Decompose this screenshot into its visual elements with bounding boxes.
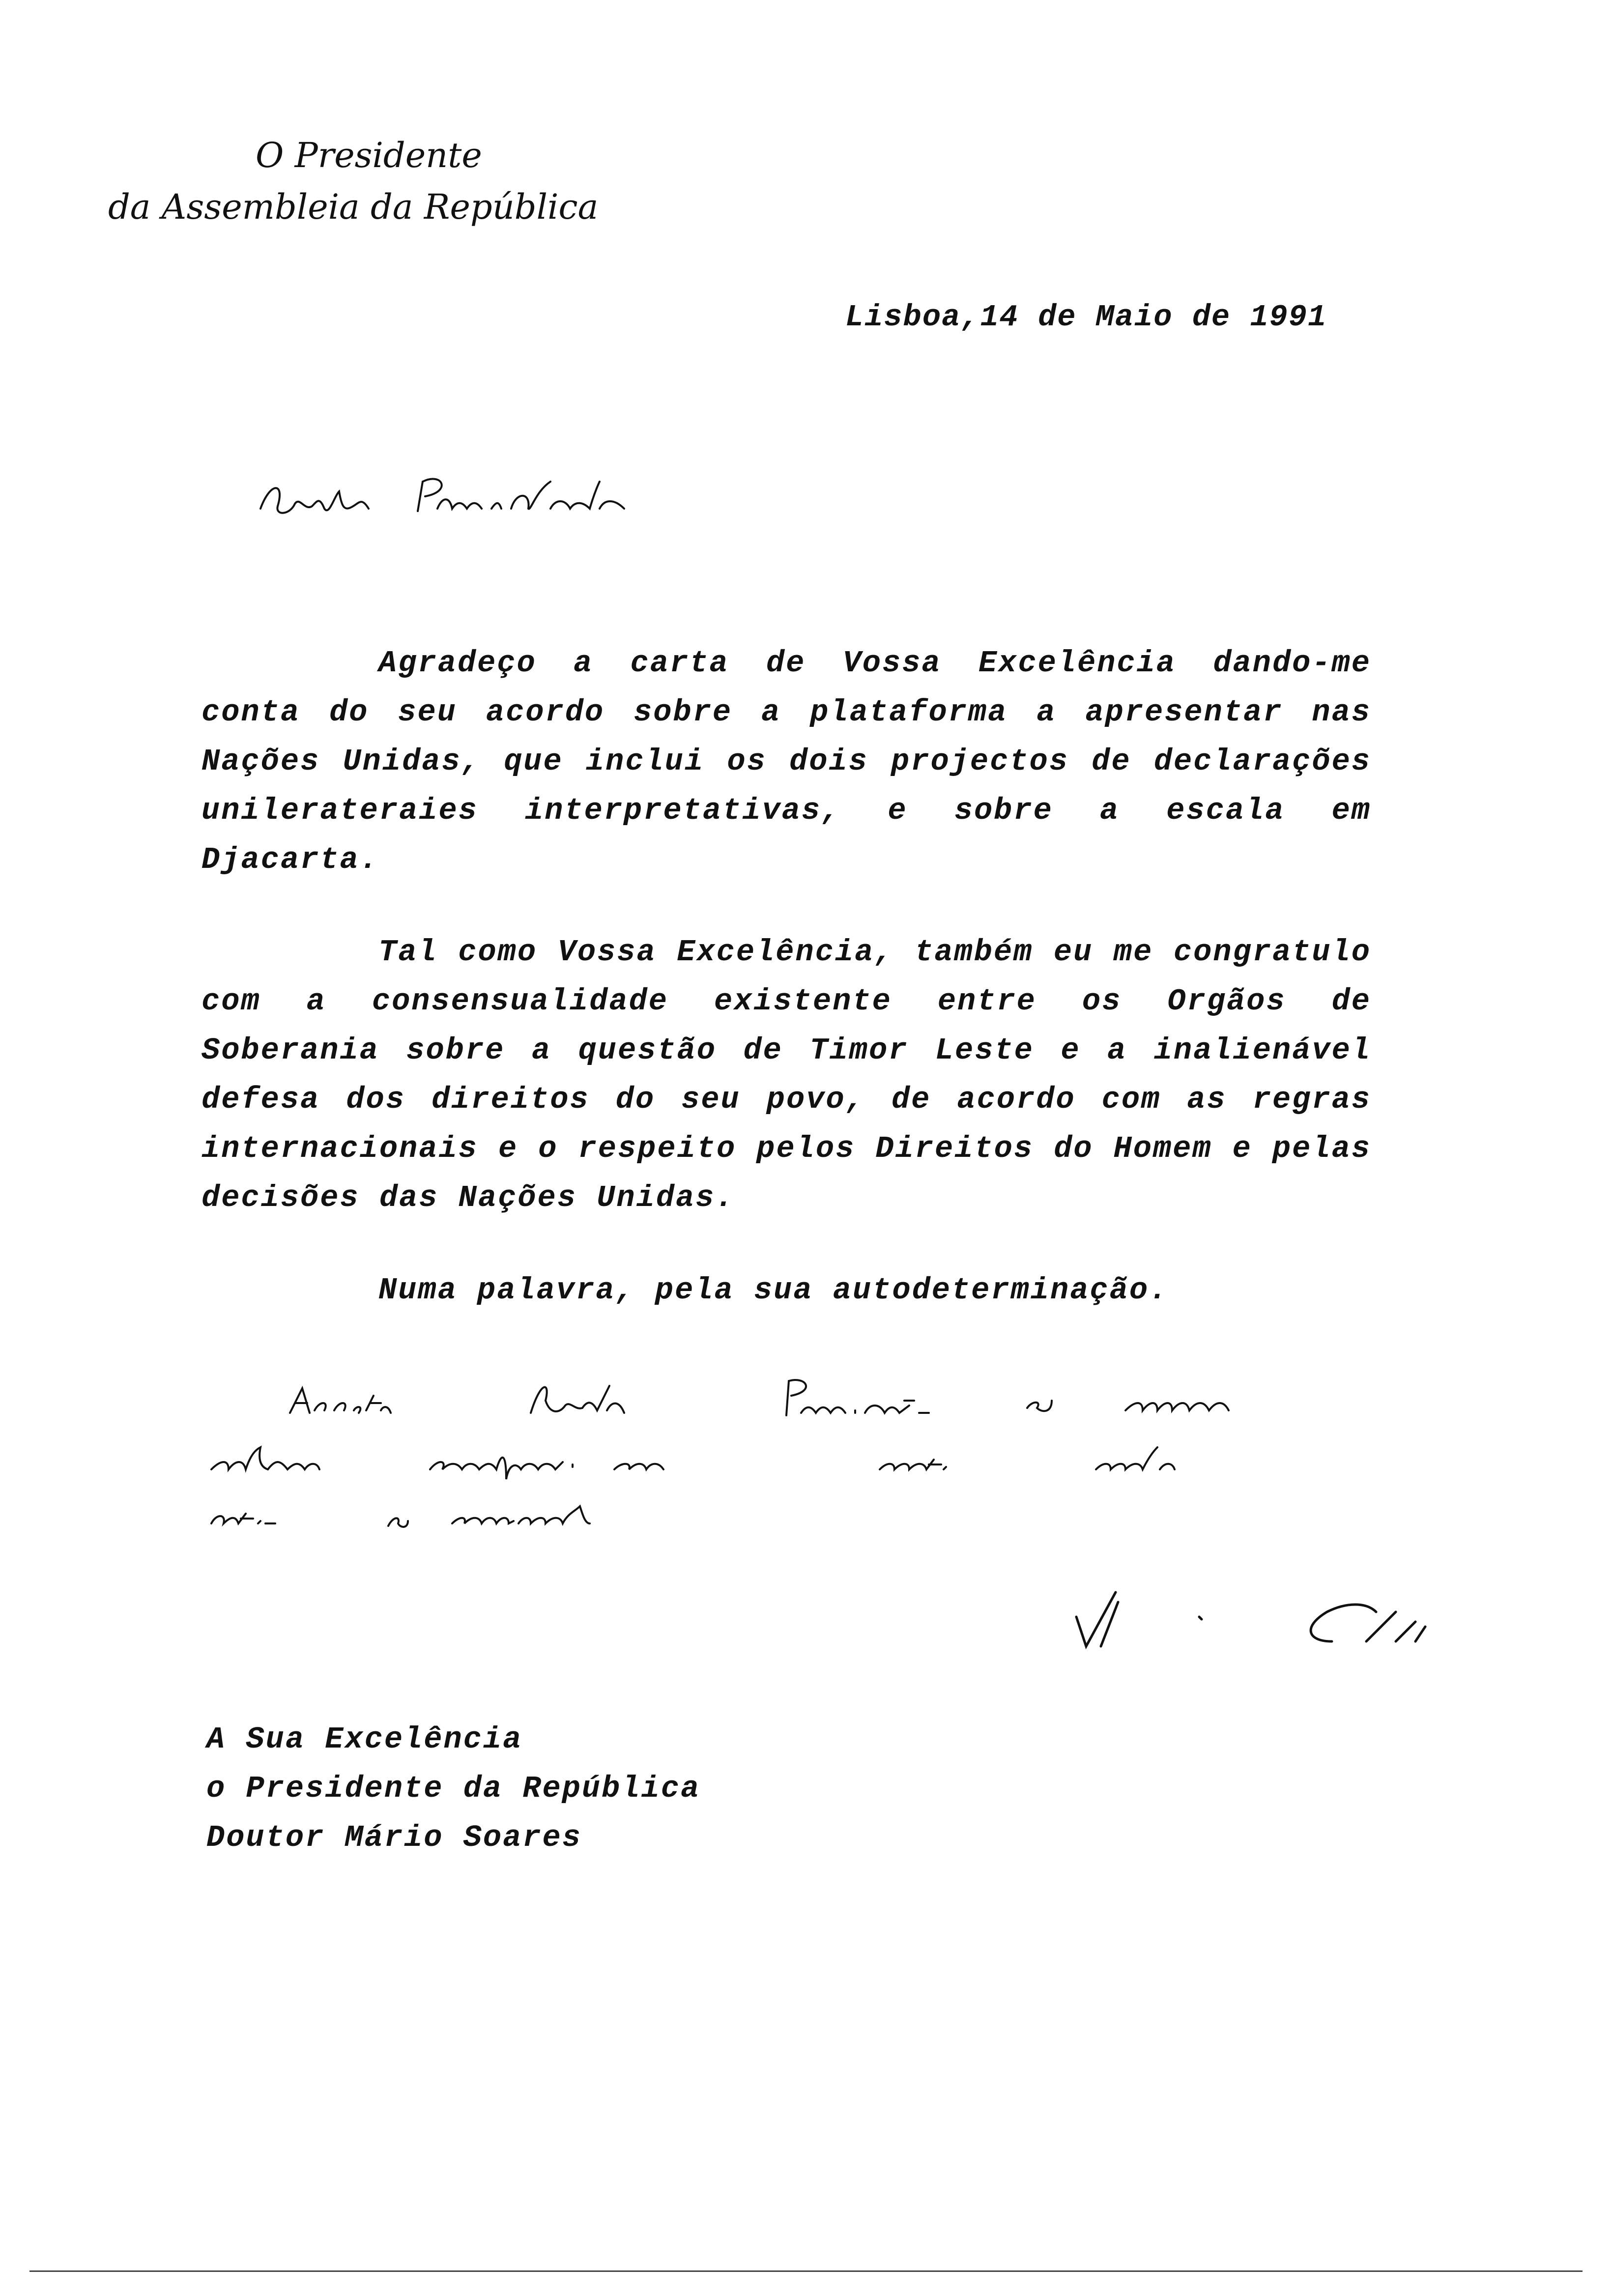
- handwritten-signature: [1071, 1573, 1465, 1681]
- salutation-stroke-word1: [260, 488, 369, 513]
- letterhead-line2: da Assembleia da República: [108, 187, 599, 227]
- salutation-stroke-word2: [418, 479, 624, 511]
- handwritten-salutation: [256, 462, 698, 541]
- letterhead-line1: O Presidente: [256, 135, 482, 175]
- letter-date: Lisboa,14 de Maio de 1991: [845, 300, 1327, 335]
- body-paragraph: Numa palavra, pela sua autodeterminação.: [378, 1273, 1169, 1308]
- letterhead-script: [108, 123, 673, 231]
- addressee-block: [206, 1715, 993, 1863]
- addressee-line: Doutor Mário Soares: [206, 1820, 582, 1855]
- addressee-line: A Sua Excelência: [206, 1722, 523, 1757]
- body-paragraph: Tal como Vossa Excelência, também eu me congratulo com a consensualidade existente entre os Orgãos de Soberania sobre a questão de Timor Leste e a inalienável defesa dos direitos do seu povo, de acordo com as regras internacionais e o respeito pelos Direitos do Homem e pelas decisões das Nações Unidas.: [202, 935, 1371, 1215]
- closing-script: [206, 1366, 1533, 1573]
- body-paragraph: Agradeço a carta de Vossa Excelência dando-me conta do seu acordo sobre a plataforma a apresentar nas Nações Unidas, que inclui os dois projectos de declarações unilerateraies interpretativas, e sobre a escala em Djacarta.: [202, 646, 1371, 877]
- letter-body: [202, 639, 1371, 1315]
- signature-script: [1071, 1573, 1465, 1681]
- letterhead: [108, 123, 673, 231]
- handwritten-closing: [206, 1366, 1533, 1573]
- bottom-edge-line: [29, 2270, 1583, 2272]
- addressee-line: o Presidente da República: [206, 1771, 701, 1806]
- salutation-script: [256, 462, 698, 541]
